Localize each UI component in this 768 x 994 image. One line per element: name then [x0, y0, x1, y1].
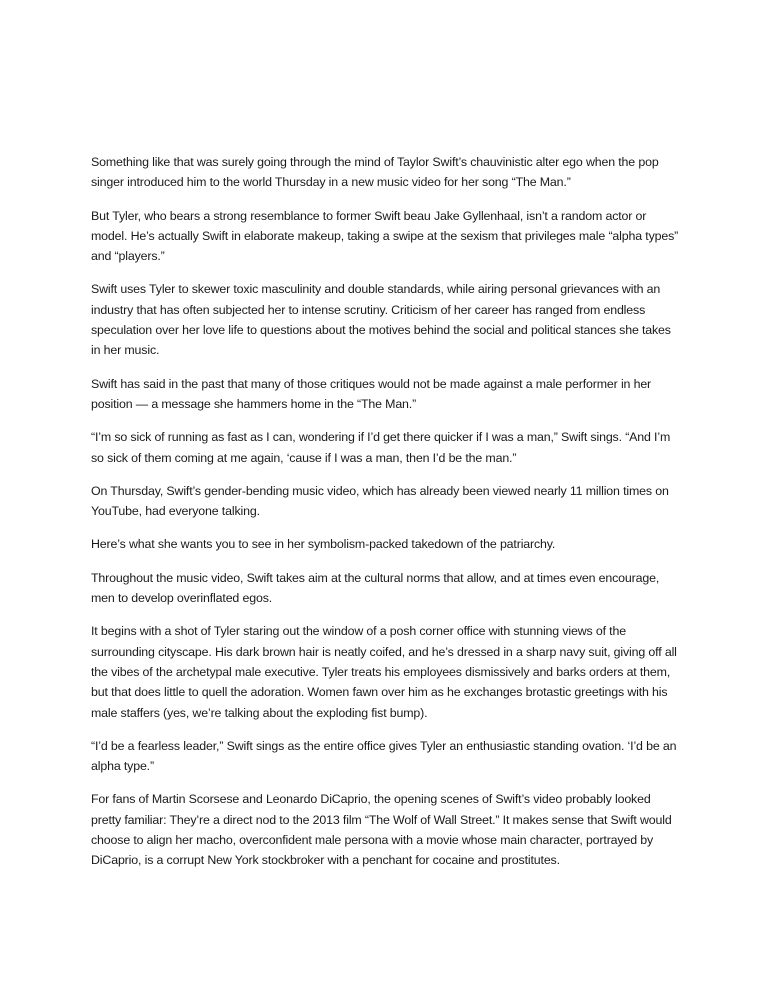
paragraph: On Thursday, Swift’s gender-bending music video, which has already been viewed nearly 11 million times on YouTube, had everyone talking. — [91, 483, 669, 519]
paragraph: For fans of Martin Scorsese and Leonardo DiCaprio, the opening scenes of Swift’s video probably looked pretty familiar: They’re a direct nod to the 2013 film “The Wolf of Wall Street.” It makes sense that Swift would choose to align her macho, overconfident male persona with a movie whose main character, portrayed by DiCaprio, is a corrupt New York stockbroker with a penchant for cocaine and prostitutes. — [91, 792, 672, 868]
paragraph: Swift uses Tyler to skewer toxic masculinity and double standards, while airing personal grievances with an industry that has often subjected her to intense scrutiny. Criticism of her career has ranged from endless speculation over her love life to questions about the motives behind the social and political stances she takes in her music. — [91, 282, 671, 358]
paragraph: It begins with a shot of Tyler staring out the window of a posh corner office with stunning views of the surrounding cityscape. His dark brown hair is neatly coifed, and he’s dressed in a sharp navy suit, giving off all the vibes of the archetypal male executive. Tyler treats his employees dismissively and barks orders at them, but that does little to quell the adoration. Women fawn over him as he exchanges brotastic greetings with his male staffers (yes, we’re talking about the exploding fist bump). — [91, 624, 677, 720]
paragraph: Something like that was surely going through the mind of Taylor Swift’s chauvinistic alter ego when the pop singer introduced him to the world Thursday in a new music video for her song “The Man.” — [91, 155, 659, 190]
paragraph: “I’m so sick of running as fast as I can, wondering if I’d get there quicker if I was a man,” Swift sings. “And I’m so sick of them coming at me again, ‘cause if I was a man, then I’d be the man.” — [91, 430, 671, 465]
paragraph: Here’s what she wants you to see in her symbolism-packed takedown of the patriarchy. — [91, 537, 556, 552]
document-page — [91, 152, 683, 884]
paragraph: But Tyler, who bears a strong resemblance to former Swift beau Jake Gyllenhaal, isn’t a random actor or model. He’s actually Swift in elaborate makeup, taking a swipe at the sexism that privileges male “alpha types” and “players.” — [91, 208, 679, 264]
paragraph: “I’d be a fearless leader,” Swift sings as the entire office gives Tyler an enthusiastic standing ovation. ‘I’d be an alpha type.” — [91, 738, 677, 774]
paragraph: Swift has said in the past that many of those critiques would not be made against a male performer in her position — a message she hammers home in the “The Man.” — [91, 376, 652, 411]
paragraph: Throughout the music video, Swift takes aim at the cultural norms that allow, and at times even encourage, men to develop overinflated egos. — [91, 570, 660, 606]
